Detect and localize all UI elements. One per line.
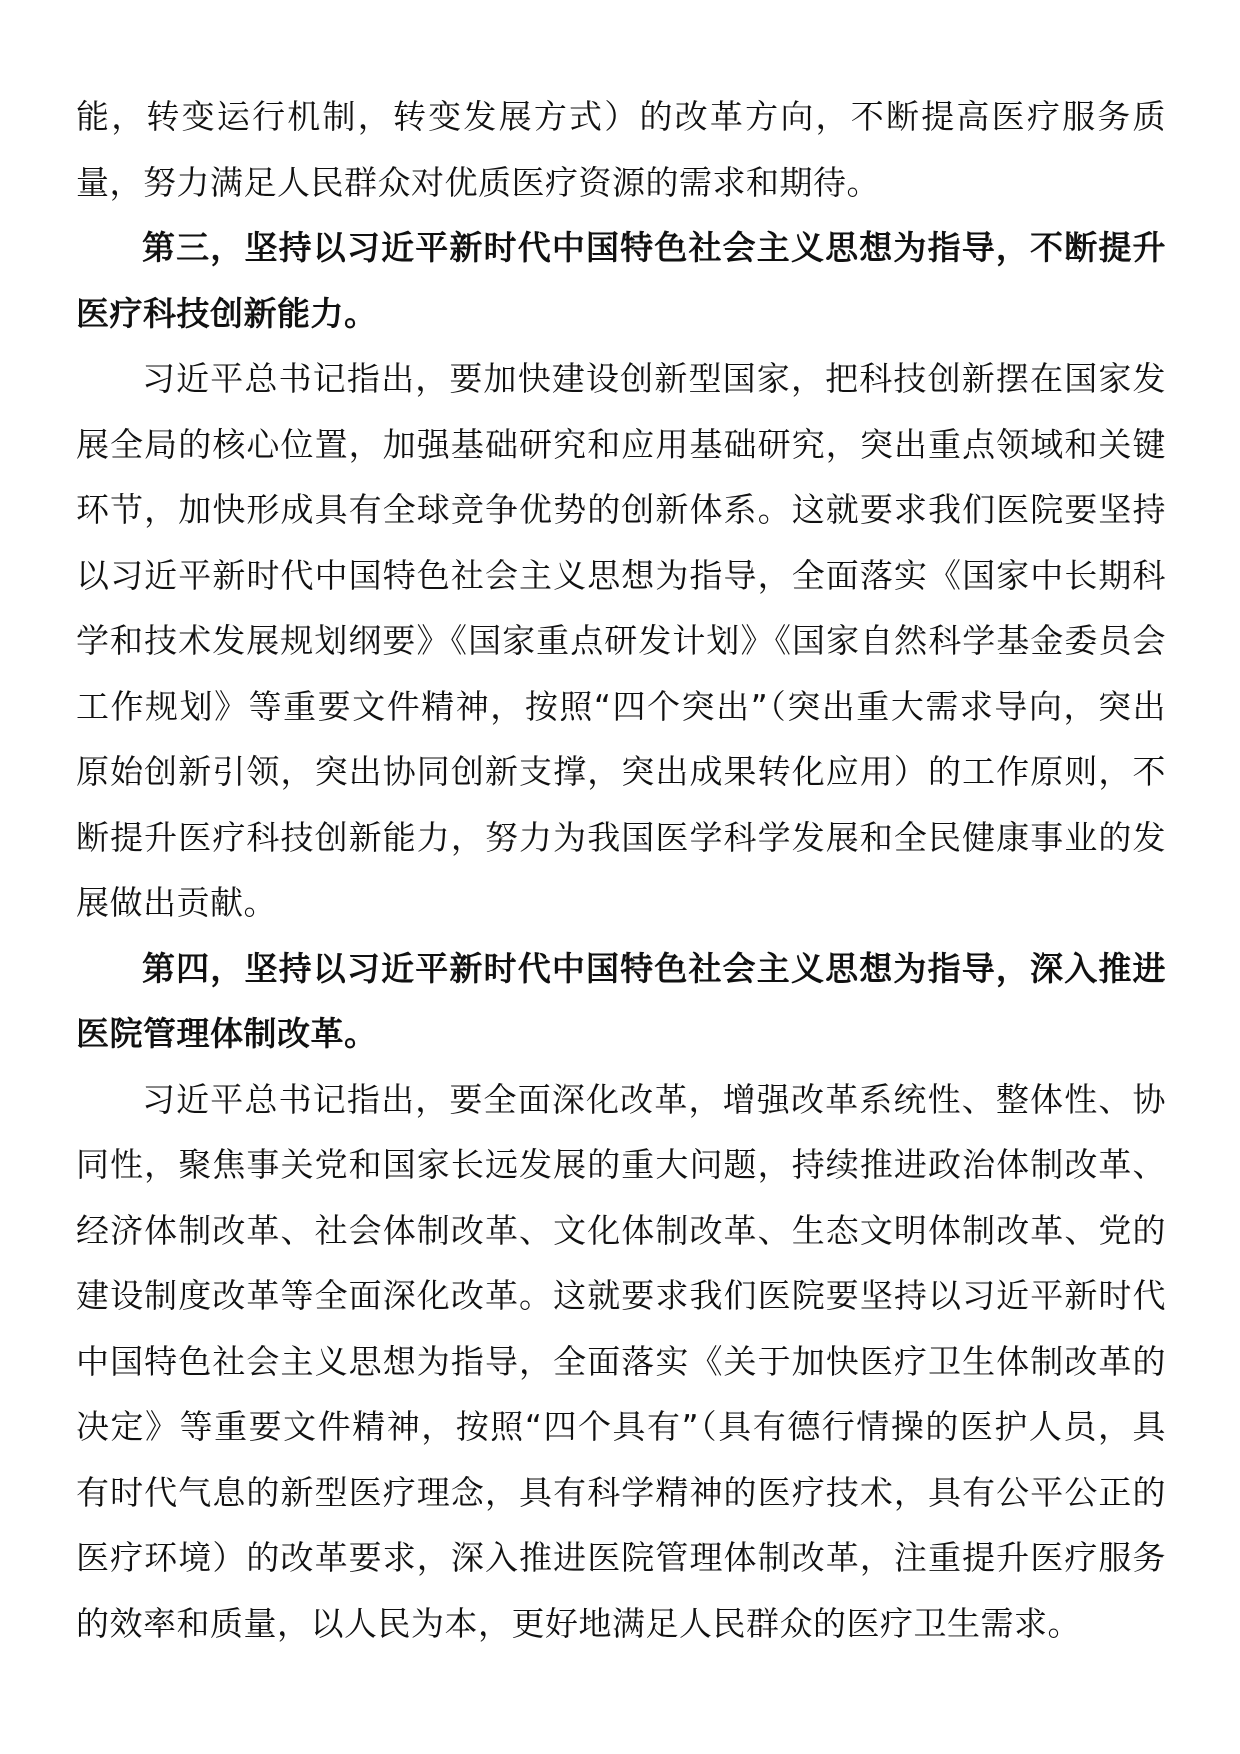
paragraph-management-reform: 习近平总书记指出，要全面深化改革，增强改革系统性、整体性、协同性，聚焦事关党和国家长远发展的重大问题，持续推进政治体制改革、经济体制改革、社会体制改革、文化体制改革、生态文明体制改革、党的建设制度改革等全面深化改革。这就要求我们医院要坚持以习近平新时代中国特色社会主义思想为指导，全面落实《关于加快医疗卫生体制改革的决定》等重要文件精神，按照“四个具有”（具有德行情操的医护人员，具有时代气息的新型医疗理念，具有科学精神的医疗技术，具有公平公正的医疗环境）的改革要求，深入推进医院管理体制改革，注重提升医疗服务的效率和质量，以人民为本，更好地满足人民群众的医疗卫生需求。 bbox=[76, 1079, 1166, 1643]
paragraph-tech-innovation: 习近平总书记指出，要加快建设创新型国家，把科技创新摆在国家发展全局的核心位置，加强基础研究和应用基础研究，突出重点领域和关键环节，加快形成具有全球竞争优势的创新体系。这就要求我们医院要坚持以习近平新时代中国特色社会主义思想为指导，全面落实《国家中长期科学和技术发展规划纲要》《国家重点研发计划》《国家自然科学基金委员会工作规划》等重要文件精神，按照“四个突出”（突出重大需求导向，突出原始创新引领，突出协同创新支撑，突出成果转化应用）的工作原则，不断提升医疗科技创新能力，努力为我国医学科学发展和全民健康事业的发展做出贡献。 bbox=[76, 359, 1166, 922]
document-page bbox=[76, 84, 1166, 1656]
section-heading-third: 第三，坚持以习近平新时代中国特色社会主义思想为指导，不断提升医疗科技创新能力。 bbox=[76, 228, 1166, 333]
section-heading-fourth: 第四，坚持以习近平新时代中国特色社会主义思想为指导，深入推进医院管理体制改革。 bbox=[76, 948, 1166, 1053]
paragraph-continuation: 能，转变运行机制，转变发展方式）的改革方向，不断提高医疗服务质量，努力满足人民群众对优质医疗资源的需求和期待。 bbox=[76, 97, 1166, 202]
